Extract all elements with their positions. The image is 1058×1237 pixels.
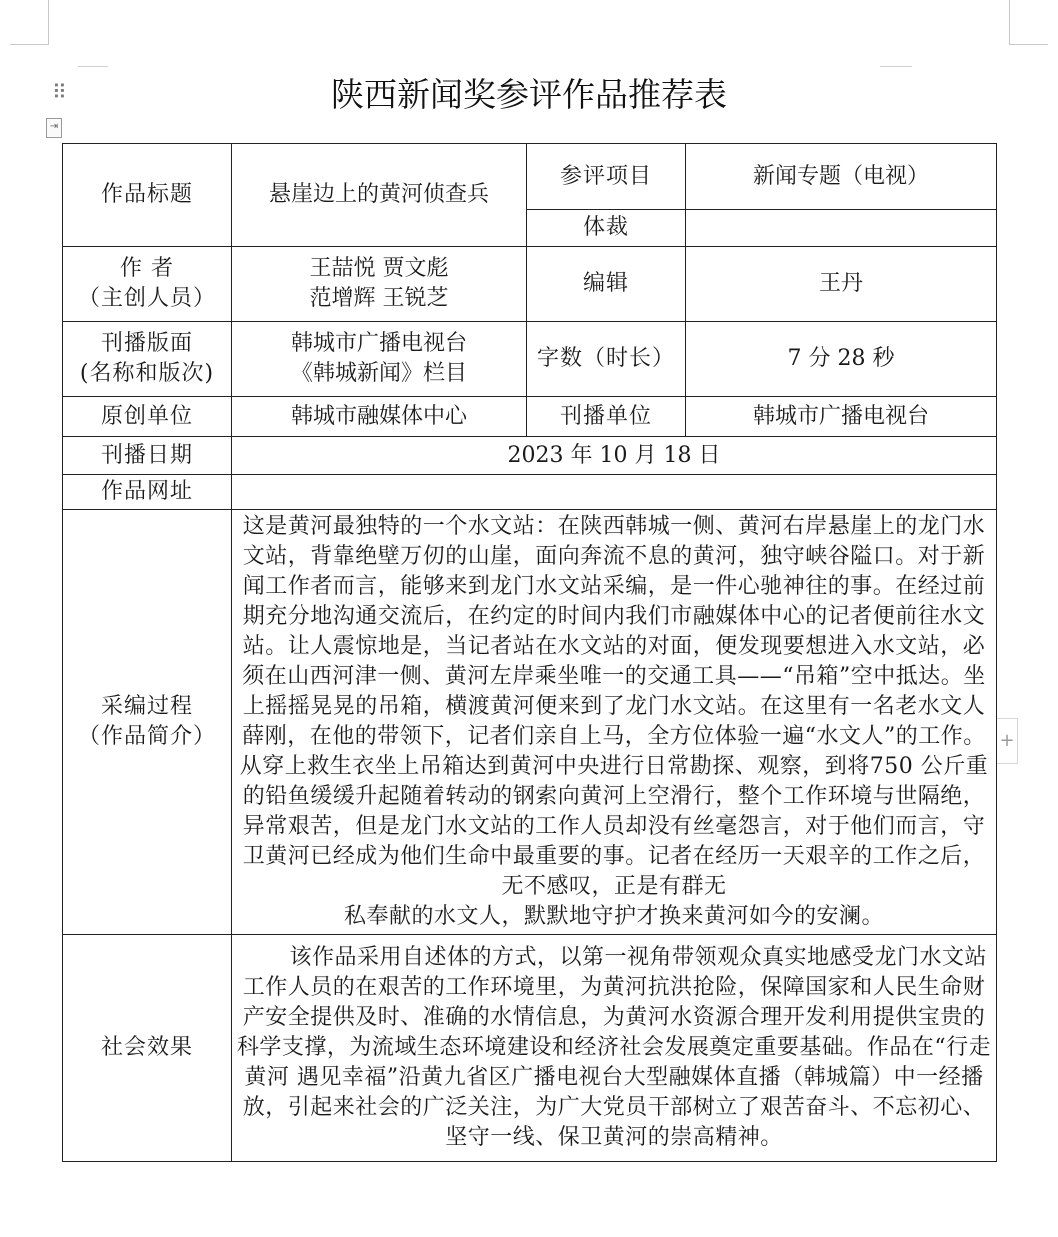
- margin-guide-right: [880, 66, 912, 67]
- work-title-label: 作品标题: [63, 144, 232, 247]
- original-unit-value[interactable]: 韩城市融媒体中心: [232, 397, 527, 437]
- author-label: [63, 247, 232, 322]
- genre-label: 体裁: [527, 210, 686, 247]
- original-unit-label: 原创单位: [63, 397, 232, 437]
- process-text[interactable]: [232, 510, 997, 935]
- margin-guide-left: [78, 66, 108, 67]
- word-count-label: 字数（时长）: [527, 322, 686, 397]
- publish-layout-label-line1: 刊播版面: [100, 331, 193, 356]
- process-text-last-line: 私奉献的水文人，默默地守护才换来黄河如今的安澜。: [343, 904, 884, 929]
- publish-layout-value-line2: 《韩城新闻》栏目: [290, 361, 467, 386]
- editor-label: 编辑: [527, 247, 686, 322]
- author-value-line2: 范增辉 王锐芝: [309, 286, 449, 311]
- process-text-body: 这是黄河最独特的一个水文站：在陕西韩城一侧、黄河右岸悬崖上的龙门水文站，背靠绝壁万仞的山崖，面向奔流不息的黄河，独守峡谷隘口。对于新闻工作者而言，能够来到龙门水文站采编，是一件心驰神往的事。在经过前期充分地沟通交流后，在约定的时间内我们市融媒体中心的记者便前往水文站。让人震惊地是，当记者站在水文站的对面，便发现要想进入水文站，必须在山西河津一侧、黄河左岸乘坐唯一的交通工具——“吊箱”空中抵达。坐上摇摇晃晃的吊箱，横渡黄河便来到了龙门水文站。在这里有一名老水文人薛刚，在他的带领下，记者们亲自上马，全方位体验一遍“水文人”的工作。从穿上救生衣坐上吊箱达到黄河中央进行日常勘探、观察，到将750 公斤重的铅鱼缓缓升起随着转动的钢索向黄河上空滑行，整个工作环境与世隔绝，异常艰苦，但是龙门水文站的工作人员却没有丝毫怨言，对于他们而言，守卫黄河已经成为他们生命中最重要的事。记者在经历一天艰辛的工作之后，无不感叹，正是有群无: [239, 514, 989, 899]
- publish-layout-label-line2: (名称和版次): [79, 361, 215, 386]
- work-url-value[interactable]: [232, 475, 997, 510]
- process-label: [63, 510, 232, 935]
- category-value[interactable]: 新闻专题（电视）: [686, 144, 997, 210]
- table-select-icon[interactable]: ⇥: [46, 118, 62, 138]
- work-url-label: 作品网址: [63, 475, 232, 510]
- publish-layout-value[interactable]: [232, 322, 527, 397]
- publish-date-label: 刊播日期: [63, 437, 232, 475]
- publish-unit-value[interactable]: 韩城市广播电视台: [686, 397, 997, 437]
- publish-unit-label: 刊播单位: [527, 397, 686, 437]
- publish-layout-label: [63, 322, 232, 397]
- publish-date-value[interactable]: 2023 年 10 月 18 日: [232, 437, 997, 475]
- process-label-line1: 采编过程: [100, 694, 193, 719]
- category-label: 参评项目: [527, 144, 686, 210]
- table-move-handle-icon[interactable]: ⠿: [52, 80, 64, 104]
- add-column-plus-icon[interactable]: +: [997, 718, 1018, 764]
- page-corner-mark-right: [1009, 0, 1048, 45]
- process-label-line2: （作品简介）: [77, 724, 216, 749]
- page-corner-mark-left: [10, 0, 49, 45]
- social-effect-text[interactable]: 该作品采用自述体的方式，以第一视角带领观众真实地感受龙门水文站工作人员的在艰苦的工作环境里，为黄河抗洪抢险，保障国家和人民生命财产安全提供及时、准确的水情信息，为黄河水资源合理开发利用提供宝贵的科学支撑，为流域生态环境建设和经济社会发展奠定重要基础。作品在“行走黄河 遇见幸福”沿黄九省区广播电视台大型融媒体直播（韩城篇）中一经播放，引起来社会的广泛关注，为广大党员干部树立了艰苦奋斗、不忘初心、坚守一线、保卫黄河的崇高精神。: [232, 935, 997, 1162]
- author-label-line1: 作 者: [120, 256, 174, 281]
- author-value-line1: 王喆悦 贾文彪: [309, 256, 449, 281]
- work-title-value[interactable]: 悬崖边上的黄河侦查兵: [232, 144, 527, 247]
- publish-layout-value-line1: 韩城市广播电视台: [290, 331, 467, 356]
- social-effect-label: 社会效果: [63, 935, 232, 1162]
- author-value[interactable]: [232, 247, 527, 322]
- recommendation-table: [62, 143, 997, 1162]
- genre-value[interactable]: [686, 210, 997, 247]
- author-label-line2: （主创人员）: [77, 286, 216, 311]
- word-count-value[interactable]: 7 分 28 秒: [686, 322, 997, 397]
- page-title: 陕西新闻奖参评作品推荐表: [331, 75, 727, 114]
- editor-value[interactable]: 王丹: [686, 247, 997, 322]
